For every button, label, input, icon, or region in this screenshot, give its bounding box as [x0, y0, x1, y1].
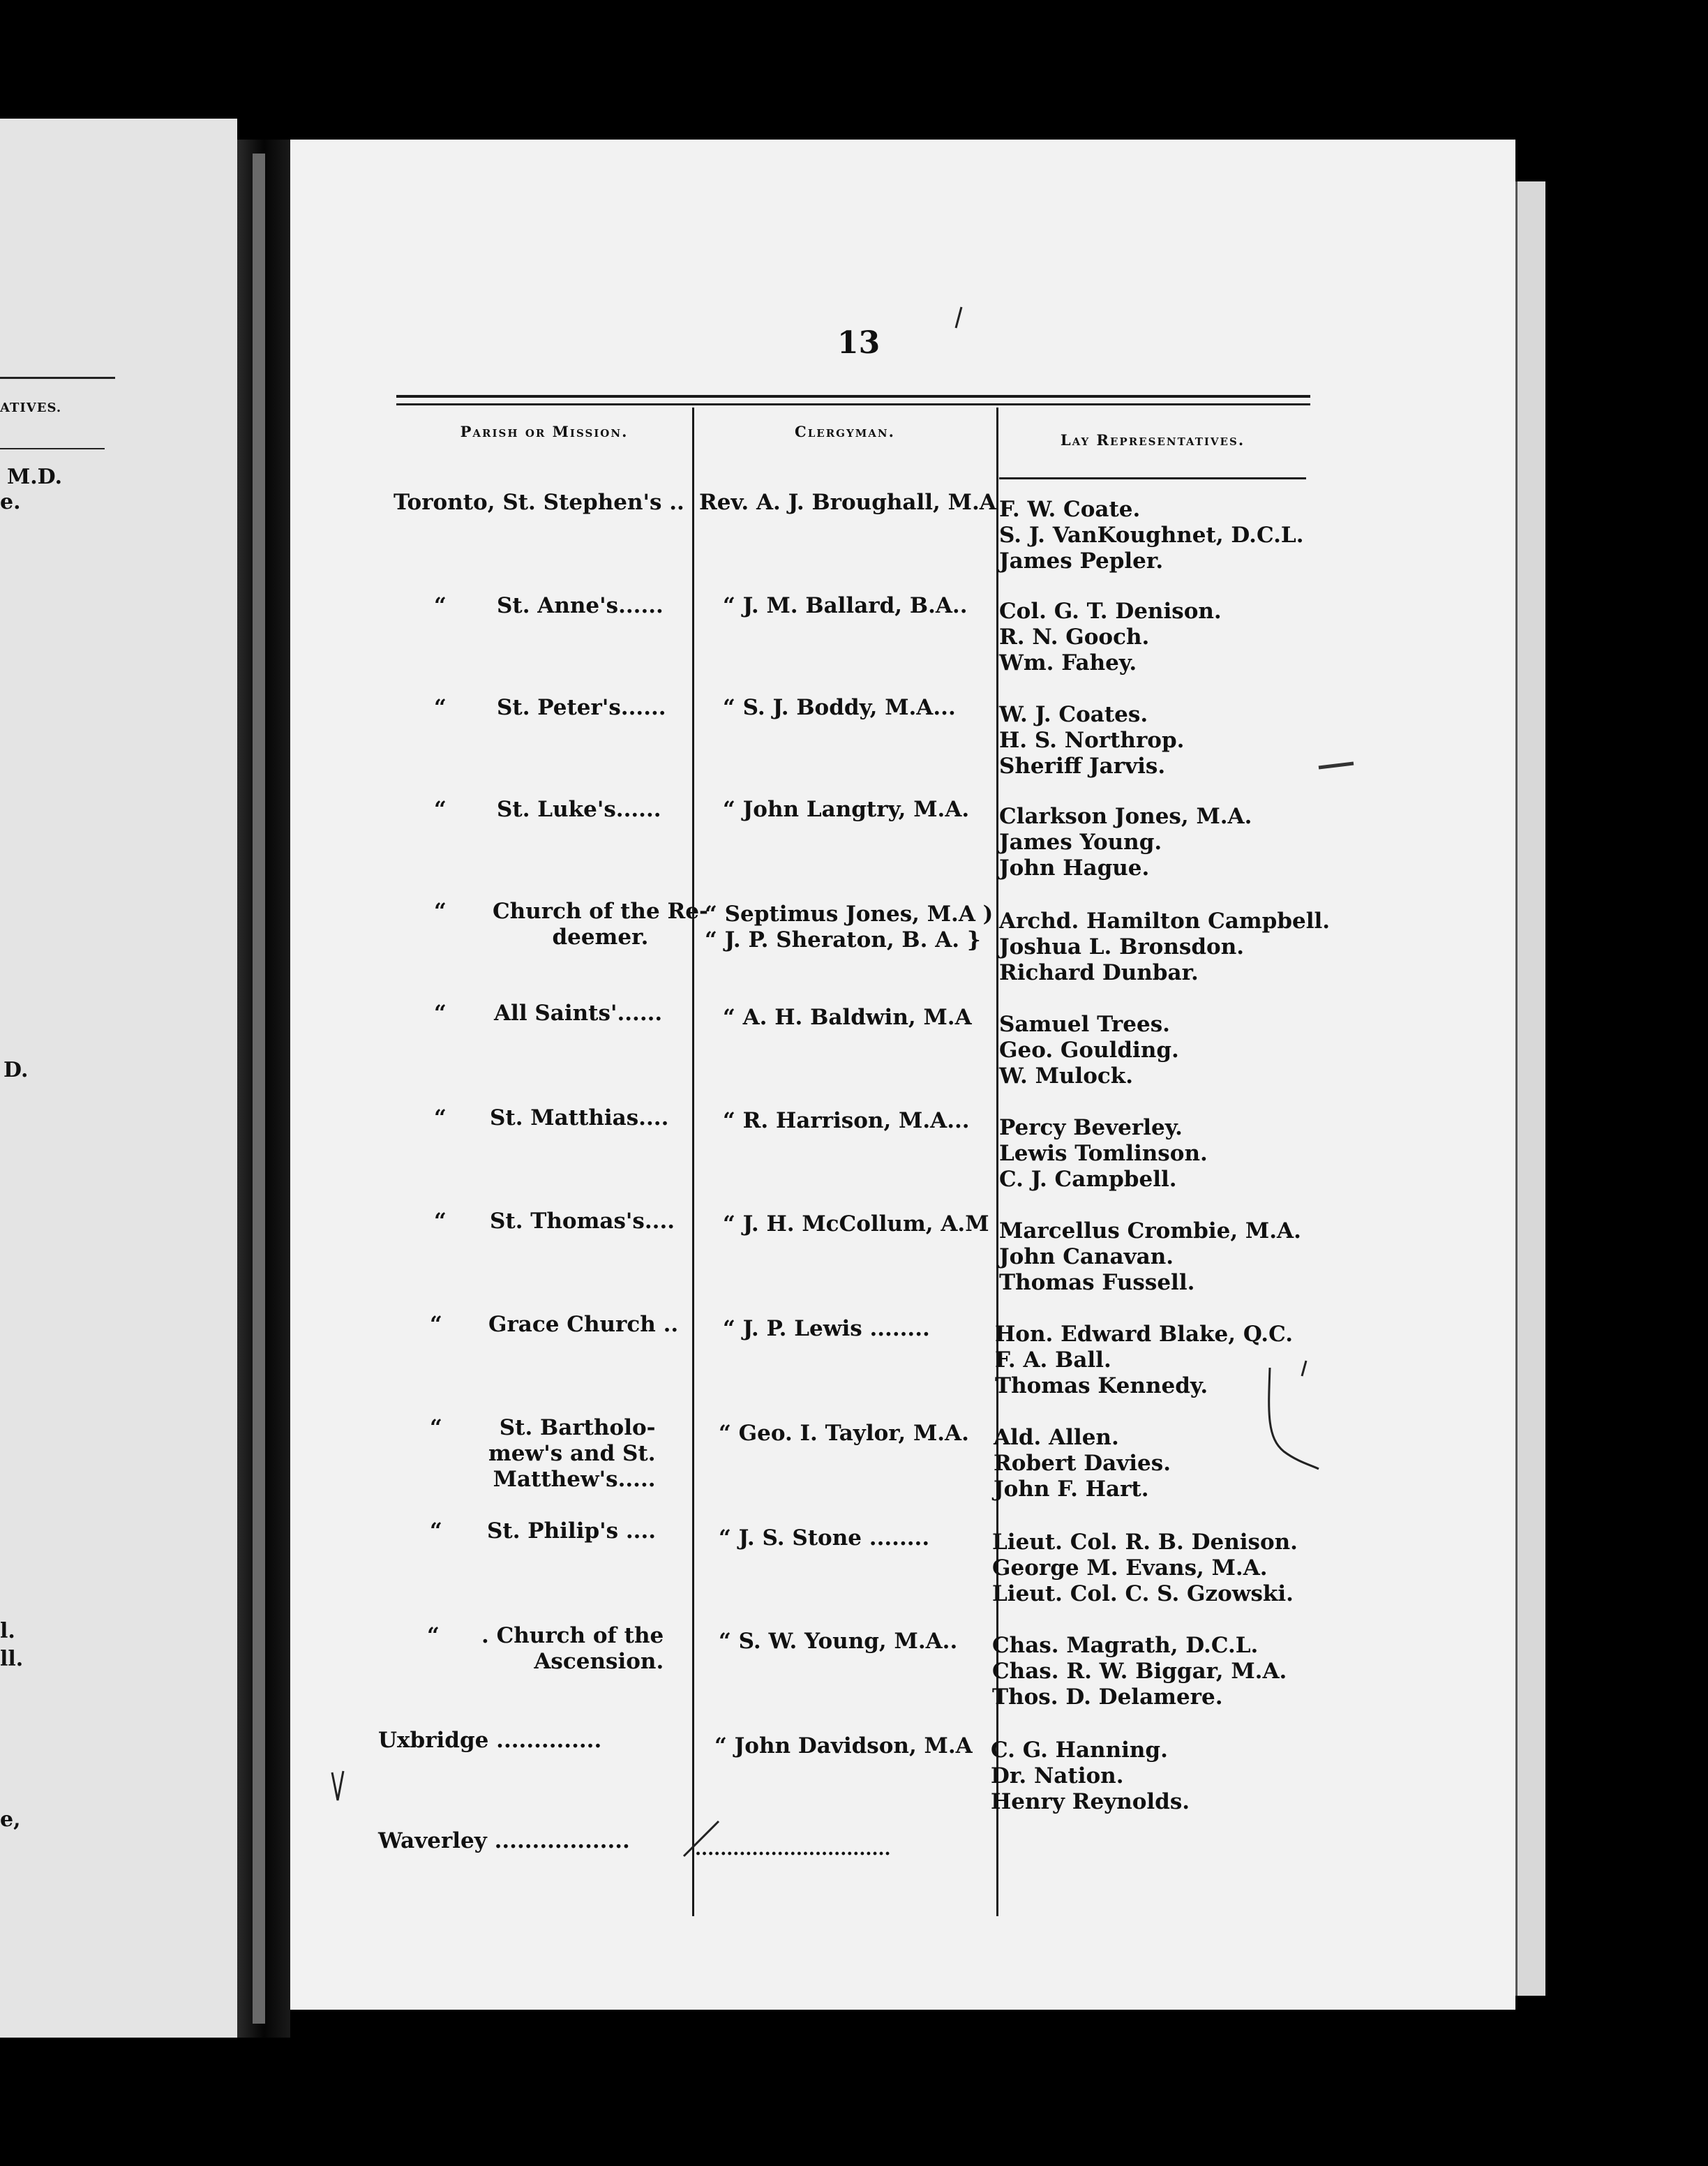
clergyman-line: “ J. M. Ballard, B.A..: [723, 593, 968, 618]
lay-representative: W. Mulock.: [999, 1063, 1134, 1089]
column-header-clergyman: Clergyman.: [795, 423, 895, 440]
parish-line: Grace Church ..: [488, 1312, 679, 1337]
clergyman-line: “ A. H. Baldwin, M.A: [723, 1005, 972, 1030]
clergyman-line: “ Geo. I. Taylor, M.A.: [719, 1421, 969, 1446]
clergyman-line: “ J. S. Stone ........: [719, 1525, 930, 1551]
ditto-mark: “: [434, 1105, 447, 1130]
pencil-stroke: [1269, 1368, 1319, 1469]
ditto-mark: “: [430, 1518, 442, 1544]
lay-representative: H. S. Northrop.: [999, 728, 1185, 753]
clergyman-line: “ J. H. McCollum, A.M: [723, 1211, 989, 1237]
parish-line: deemer.: [552, 925, 649, 950]
lay-representative: Lieut. Col. C. S. Gzowski.: [992, 1581, 1294, 1606]
clergyman-line: “ John Langtry, M.A.: [723, 797, 970, 822]
lay-representative: R. N. Gooch.: [999, 625, 1150, 650]
parish-line: Toronto, St. Stephen's ..: [394, 490, 684, 515]
parish-line: Church of the Re-: [493, 899, 708, 924]
lay-representative: S. J. VanKoughnet, D.C.L.: [999, 523, 1304, 548]
left-fragment: e.: [0, 490, 21, 514]
left-fragment: l.: [0, 1619, 15, 1643]
clergyman-line: “ R. Harrison, M.A...: [723, 1108, 970, 1133]
ditto-mark: “: [427, 1623, 440, 1648]
lay-representative: Thomas Kennedy.: [995, 1373, 1208, 1398]
lay-representative: Percy Beverley.: [999, 1115, 1183, 1140]
lay-representative: Joshua L. Bronsdon.: [999, 934, 1245, 959]
lay-representative: Lieut. Col. R. B. Denison.: [992, 1530, 1298, 1555]
parish-line: Waverley ..................: [378, 1828, 630, 1853]
left-fragment: D.: [3, 1058, 29, 1082]
ditto-mark: “: [430, 1312, 442, 1337]
parish-line: St. Thomas's....: [490, 1209, 675, 1234]
parish-line: . Church of the: [481, 1623, 664, 1648]
ditto-mark: “: [434, 1209, 447, 1234]
lay-representative: C. G. Hanning.: [991, 1738, 1168, 1763]
clergyman-line: ...............................: [695, 1839, 891, 1860]
ditto-mark: “: [434, 899, 447, 924]
lay-representative: F. A. Ball.: [995, 1347, 1111, 1373]
left-fragment: e,: [0, 1807, 21, 1832]
lay-representative: John Hague.: [999, 856, 1150, 881]
lay-representative: John Canavan.: [999, 1244, 1174, 1269]
column-header-parish: Parish or Mission.: [460, 423, 629, 440]
parish-line: St. Anne's......: [497, 593, 664, 618]
parish-line: All Saints'......: [494, 1001, 663, 1026]
lay-representative: Thos. D. Delamere.: [992, 1685, 1223, 1710]
parish-line: St. Matthias....: [490, 1105, 669, 1130]
lay-representative: Henry Reynolds.: [991, 1789, 1190, 1814]
lay-representative: Samuel Trees.: [999, 1012, 1170, 1037]
left-fragment: ll.: [0, 1647, 24, 1671]
lay-representative: Sheriff Jarvis.: [999, 754, 1166, 779]
parish-line: St. Bartholo-: [499, 1415, 656, 1440]
lay-representative: Robert Davies.: [994, 1451, 1171, 1476]
clergyman-line: “ Septimus Jones, M.A ): [705, 902, 994, 927]
parish-line: St. Peter's......: [497, 695, 666, 720]
lay-representative: C. J. Campbell.: [999, 1167, 1177, 1192]
parish-line: Ascension.: [534, 1649, 664, 1674]
ditto-mark: “: [434, 797, 447, 822]
lay-representative: Geo. Goulding.: [999, 1038, 1179, 1063]
lay-representative: Col. G. T. Denison.: [999, 599, 1222, 624]
parish-line: mew's and St.: [488, 1441, 656, 1466]
left-header-fragment: ATIVES.: [0, 401, 62, 415]
lay-representative: Chas. Magrath, D.C.L.: [992, 1633, 1259, 1658]
pencil-stroke: [1302, 1361, 1306, 1376]
lay-representative: Ald. Allen.: [994, 1425, 1119, 1450]
pencil-stroke: [1319, 763, 1354, 768]
clergyman-line: “ J. P. Lewis ........: [723, 1316, 930, 1341]
ditto-mark: “: [434, 593, 447, 618]
ditto-mark: “: [434, 695, 447, 720]
ditto-mark: “: [430, 1415, 442, 1440]
lay-representative: John F. Hart.: [994, 1477, 1149, 1502]
clergyman-line: “ S. W. Young, M.A..: [719, 1629, 958, 1654]
lay-representative: Clarkson Jones, M.A.: [999, 804, 1252, 829]
page-number: 13: [837, 325, 881, 361]
parish-line: St. Luke's......: [497, 797, 661, 822]
lay-representative: Lewis Tomlinson.: [999, 1141, 1208, 1166]
lay-representative: Thomas Fussell.: [999, 1270, 1195, 1295]
lay-representative: Archd. Hamilton Campbell.: [999, 909, 1331, 934]
clergyman-line: “ J. P. Sheraton, B. A. }: [705, 927, 981, 953]
column-header-lay-representatives: Lay Representatives.: [1060, 431, 1245, 449]
clergyman-line: Rev. A. J. Broughall, M.A: [699, 490, 996, 515]
pencil-stroke: [956, 307, 961, 328]
clergyman-line: “ S. J. Boddy, M.A...: [723, 695, 956, 720]
clergyman-line: “ John Davidson, M.A: [714, 1733, 973, 1758]
lay-representative: Wm. Fahey.: [999, 650, 1137, 675]
pencil-stroke: [684, 1821, 719, 1856]
lay-representative: W. J. Coates.: [999, 702, 1148, 727]
lay-representative: F. W. Coate.: [999, 497, 1141, 522]
lay-representative: James Pepler.: [999, 548, 1164, 574]
lay-representative: Richard Dunbar.: [999, 960, 1199, 985]
lay-representative: Marcellus Crombie, M.A.: [999, 1218, 1301, 1243]
parish-line: St. Philip's ....: [487, 1518, 657, 1544]
parish-line: Matthew's.....: [493, 1467, 656, 1492]
lay-representative: Chas. R. W. Biggar, M.A.: [992, 1659, 1287, 1684]
lay-representative: Hon. Edward Blake, Q.C.: [995, 1322, 1293, 1347]
parish-line: Uxbridge ..............: [378, 1728, 602, 1753]
lay-representative: Dr. Nation.: [991, 1763, 1124, 1788]
pencil-stroke: [332, 1771, 343, 1800]
ditto-mark: “: [434, 1001, 447, 1026]
lay-representative: George M. Evans, M.A.: [992, 1555, 1268, 1581]
left-fragment: M.D.: [7, 465, 63, 489]
lay-representative: James Young.: [999, 830, 1162, 855]
